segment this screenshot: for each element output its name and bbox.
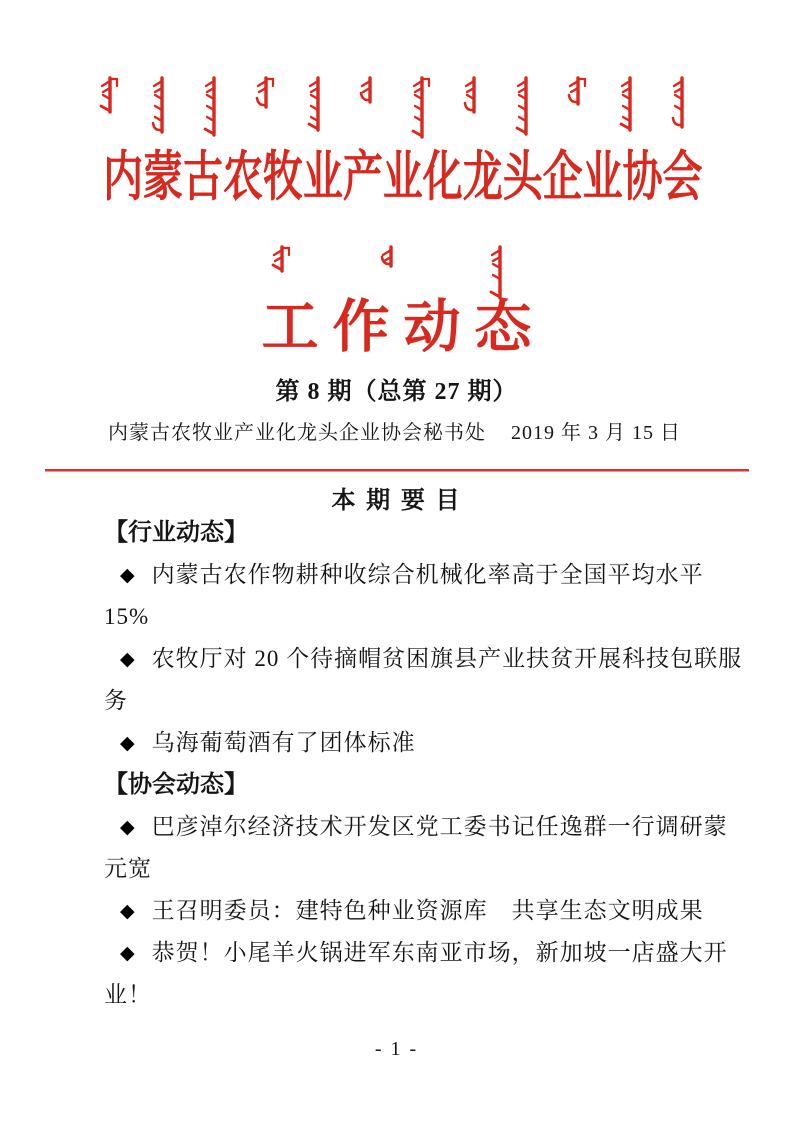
mongolian-word-icon: [147, 75, 175, 135]
page-number: - 1 -: [374, 1038, 419, 1060]
organization-title: 内蒙古农牧业产业化龙头企业协会: [103, 147, 703, 207]
toc-item-line: [104, 722, 704, 764]
toc-item-text: 巴彦淖尔经济技术开发区党工委书记任逸群一行调研蒙: [151, 814, 728, 839]
mongolian-word-icon: [459, 75, 487, 115]
toc-item-text: 内蒙古农作物耕种收综合机械化率高于全国平均水平: [151, 562, 704, 587]
mongolian-script-subtitle: [267, 244, 513, 301]
toc-item-text: 乌海葡萄酒有了团体标准: [151, 730, 416, 755]
mongolian-word-icon: [267, 244, 295, 274]
mongolian-word-icon: [355, 75, 383, 105]
divider-rule: [45, 469, 749, 472]
mongolian-word-icon: [485, 244, 513, 301]
mongolian-word-icon: [511, 75, 539, 137]
toc-continuation-line: 务: [104, 688, 128, 713]
mongolian-word-icon: [407, 75, 435, 140]
bullet-diamond-icon: ◆: [120, 648, 136, 670]
toc-continuation-line: 15%: [104, 604, 150, 629]
issue-number: 第 8 期（总第 27 期）: [275, 379, 518, 405]
bullet-diamond-icon: ◆: [120, 942, 136, 964]
mongolian-word-icon: [95, 75, 123, 115]
bullet-diamond-icon: ◆: [120, 564, 136, 586]
publish-date: 2019 年 3 月 15 日: [511, 422, 681, 444]
toc-item-line: [104, 932, 728, 974]
section-heading-industry: 【行业动态】: [104, 519, 248, 546]
toc-item-text: 王召明委员：建特色种业资源库 共享生态文明成果: [151, 898, 704, 923]
toc-continuation-line: 业！: [104, 982, 152, 1007]
toc-item-text: 恭贺！小尾羊火锅进军东南亚市场，新加坡一店盛大开: [151, 940, 728, 965]
mongolian-word-icon: [615, 75, 643, 133]
toc-title: 本 期 要 目: [331, 487, 462, 514]
toc-item-line: [104, 890, 704, 932]
toc-body: [104, 512, 743, 1016]
mongolian-word-icon: [199, 75, 227, 138]
toc-item-line: [104, 806, 728, 848]
bullet-diamond-icon: ◆: [120, 900, 136, 922]
document-title: 工作动态: [261, 296, 546, 359]
bullet-diamond-icon: ◆: [120, 732, 136, 754]
toc-item-text: 农牧厅对 20 个待摘帽贫困旗县产业扶贫开展科技包联服: [151, 646, 743, 671]
publication-row: [108, 416, 681, 445]
toc-continuation-line: 元宽: [104, 856, 152, 881]
bullet-diamond-icon: ◆: [120, 816, 136, 838]
mongolian-word-icon: [376, 244, 404, 269]
mongolian-word-icon: [667, 75, 695, 130]
section-heading-association: 【协会动态】: [104, 771, 248, 798]
publisher-name: 内蒙古农牧业产业化龙头企业协会秘书处: [108, 422, 486, 444]
toc-item-line: [104, 638, 743, 680]
toc-item-line: [104, 554, 704, 596]
mongolian-word-icon: [563, 75, 591, 107]
mongolian-script-header: [95, 75, 695, 140]
mongolian-word-icon: [251, 75, 279, 110]
mongolian-word-icon: [303, 75, 331, 133]
